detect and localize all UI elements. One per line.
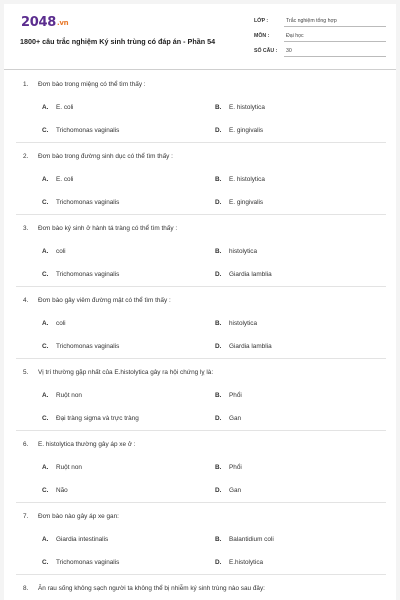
- option-text: E. histolytica: [229, 104, 265, 111]
- question-number: 2.: [23, 153, 29, 160]
- option-text: Giardia intestinalis: [56, 536, 109, 543]
- option-key: C.: [42, 559, 49, 566]
- option-text: coli: [56, 320, 66, 327]
- question-text: Vị trí thường gặp nhất của E.histolytica gây ra hội chứng lỵ là:: [38, 369, 214, 376]
- logo-domain: .vn: [56, 19, 69, 27]
- question-divider: [16, 286, 386, 287]
- option-text: Phổi: [229, 464, 242, 471]
- option-text: Giardia lamblia: [229, 271, 272, 278]
- option-text: histolytica: [229, 320, 258, 327]
- option-text: histolytica: [229, 248, 258, 255]
- logo-text: 2048: [21, 15, 56, 30]
- answer-option-c[interactable]: [42, 487, 68, 494]
- meta-class-value: Trắc nghiệm tổng hợp: [284, 17, 386, 27]
- option-text: Trichomonas vaginalis: [56, 343, 120, 350]
- option-text: Não: [56, 487, 68, 494]
- option-text: Gan: [229, 415, 242, 422]
- question-text: E. histolytica thường gây áp xe ở :: [38, 441, 136, 448]
- answer-option-c[interactable]: [42, 271, 119, 278]
- option-key: C.: [42, 415, 49, 422]
- option-key: A.: [42, 248, 49, 255]
- answer-option-a[interactable]: [42, 248, 66, 255]
- option-key: C.: [42, 127, 49, 134]
- option-key: D.: [215, 127, 222, 134]
- question-divider: [16, 214, 386, 215]
- question-divider: [16, 358, 386, 359]
- option-key: A.: [42, 104, 49, 111]
- answer-option-a[interactable]: [42, 464, 82, 471]
- meta-count-label: SỐ CÂU :: [254, 48, 278, 54]
- option-text: Ruột non: [56, 464, 82, 471]
- option-text: coli: [56, 248, 66, 255]
- answer-option-b[interactable]: [215, 176, 265, 183]
- site-logo[interactable]: [21, 15, 68, 30]
- option-key: A.: [42, 176, 49, 183]
- option-key: A.: [42, 464, 49, 471]
- answer-option-c[interactable]: [42, 343, 119, 350]
- page-title: 1800+ câu trắc nghiệm Ký sinh trùng có đáp án - Phần 54: [20, 37, 216, 46]
- answer-option-c[interactable]: [42, 415, 139, 422]
- answer-option-a[interactable]: [42, 104, 73, 111]
- meta-count-value: 30: [284, 47, 386, 57]
- meta-class-row: [254, 17, 386, 28]
- option-text: E. gingivalis: [229, 199, 264, 206]
- question-divider: [16, 142, 386, 143]
- question-divider: [16, 430, 386, 431]
- question-number: 6.: [23, 441, 29, 448]
- page-header: [4, 4, 396, 70]
- option-key: B.: [215, 464, 222, 471]
- answer-option-d[interactable]: [215, 415, 241, 422]
- question-number: 3.: [23, 225, 29, 232]
- option-text: Đại tràng sigma và trực tràng: [56, 415, 139, 422]
- answer-option-b[interactable]: [215, 536, 274, 543]
- answer-option-c[interactable]: [42, 199, 119, 206]
- option-text: Giardia lamblia: [229, 343, 272, 350]
- option-text: E.histolytica: [229, 559, 264, 566]
- answer-option-a[interactable]: [42, 176, 73, 183]
- option-text: Trichomonas vaginalis: [56, 199, 120, 206]
- option-key: C.: [42, 487, 49, 494]
- option-text: Balantidium coli: [229, 536, 274, 543]
- option-text: E. coli: [56, 104, 74, 111]
- option-key: B.: [215, 248, 222, 255]
- question-number: 7.: [23, 513, 29, 520]
- meta-subject-value: Đại học: [284, 32, 386, 42]
- answer-option-a[interactable]: [42, 536, 108, 543]
- option-key: C.: [42, 199, 49, 206]
- option-text: E. gingivalis: [229, 127, 264, 134]
- question-text: Ăn rau sống không sạch người ta không thể bị nhiễm ký sinh trùng nào sau đây:: [38, 585, 265, 592]
- option-text: Trichomonas vaginalis: [56, 127, 120, 134]
- option-key: B.: [215, 320, 222, 327]
- answer-option-b[interactable]: [215, 464, 242, 471]
- quiz-sheet: [4, 4, 396, 600]
- meta-subject-row: [254, 32, 386, 43]
- answer-option-b[interactable]: [215, 248, 257, 255]
- option-text: Ruột non: [56, 392, 82, 399]
- question-text: Đơn bào trong đường sinh dục có thể tìm thấy :: [38, 153, 173, 160]
- option-key: D.: [215, 415, 222, 422]
- answer-option-d[interactable]: [215, 343, 272, 350]
- question-number: 8.: [23, 585, 29, 592]
- option-text: E. coli: [56, 176, 74, 183]
- option-text: E. histolytica: [229, 176, 265, 183]
- option-key: A.: [42, 392, 49, 399]
- answer-option-d[interactable]: [215, 199, 263, 206]
- option-key: D.: [215, 271, 222, 278]
- option-text: Trichomonas vaginalis: [56, 271, 120, 278]
- option-key: B.: [215, 536, 222, 543]
- answer-option-d[interactable]: [215, 127, 263, 134]
- option-text: Gan: [229, 487, 242, 494]
- answer-option-b[interactable]: [215, 104, 265, 111]
- option-key: A.: [42, 320, 49, 327]
- option-key: D.: [215, 487, 222, 494]
- meta-class-label: LỚP :: [254, 18, 269, 24]
- question-text: Đơn bào gây viêm đường mật có thể tìm thấy :: [38, 297, 171, 304]
- option-key: D.: [215, 199, 222, 206]
- question-divider: [16, 574, 386, 575]
- answer-option-a[interactable]: [42, 392, 82, 399]
- question-text: Đơn bào nào gây áp xe gan:: [38, 513, 119, 520]
- answer-option-a[interactable]: [42, 320, 66, 327]
- question-text: Đơn bào trong miệng có thể tìm thấy :: [38, 81, 146, 88]
- option-key: B.: [215, 176, 222, 183]
- answer-option-c[interactable]: [42, 559, 119, 566]
- question-divider: [16, 502, 386, 503]
- answer-option-d[interactable]: [215, 559, 263, 566]
- option-key: B.: [215, 104, 222, 111]
- answer-option-c[interactable]: [42, 127, 119, 134]
- question-number: 4.: [23, 297, 29, 304]
- option-text: Phổi: [229, 392, 242, 399]
- option-key: C.: [42, 271, 49, 278]
- meta-subject-label: MÔN :: [254, 33, 270, 39]
- question-number: 5.: [23, 369, 29, 376]
- question-text: Đơn bào ký sinh ở hành tá tràng có thể tìm thấy :: [38, 225, 178, 232]
- option-key: A.: [42, 536, 49, 543]
- option-key: C.: [42, 343, 49, 350]
- meta-count-row: [254, 47, 386, 58]
- option-key: D.: [215, 559, 222, 566]
- option-key: B.: [215, 392, 222, 399]
- answer-option-b[interactable]: [215, 392, 242, 399]
- option-key: D.: [215, 343, 222, 350]
- answer-option-d[interactable]: [215, 271, 272, 278]
- option-text: Trichomonas vaginalis: [56, 559, 120, 566]
- question-number: 1.: [23, 81, 29, 88]
- answer-option-b[interactable]: [215, 320, 257, 327]
- answer-option-d[interactable]: [215, 487, 241, 494]
